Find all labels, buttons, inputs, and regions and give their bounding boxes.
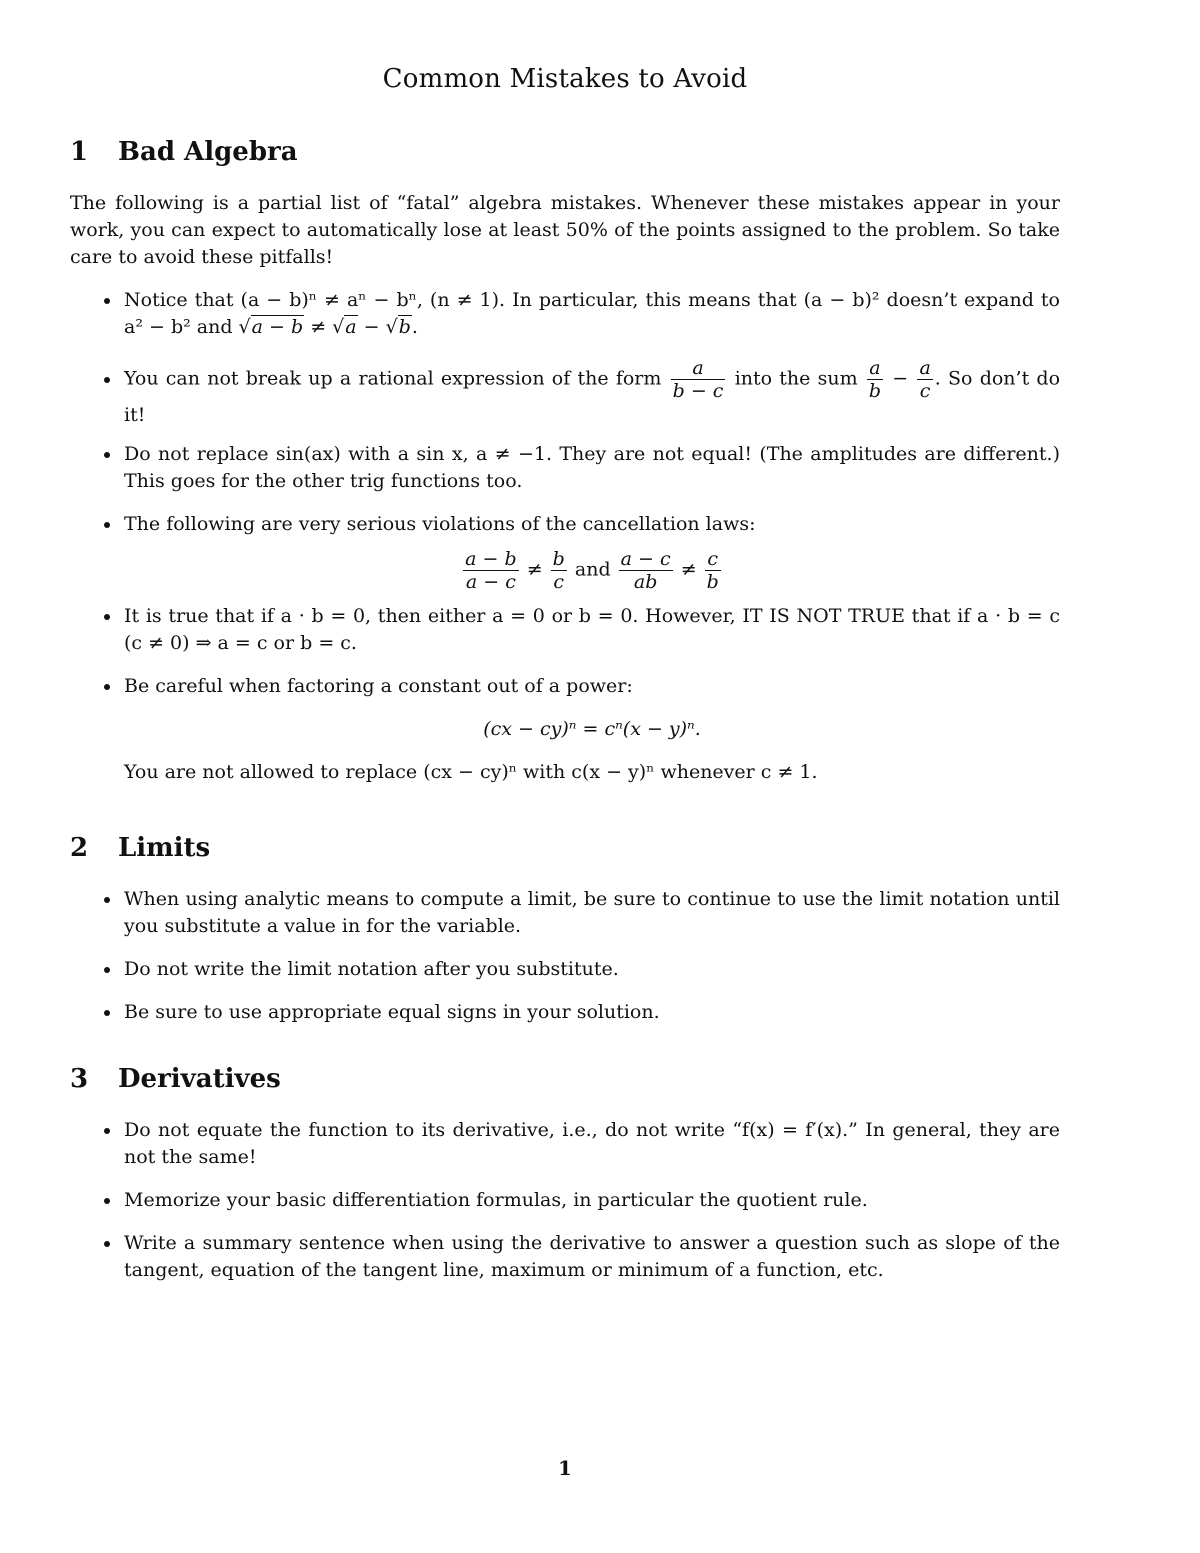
list-item: Do not write the limit notation after you substitute. [70,956,1060,983]
fraction: $\frac{a - b}{a - c}$ [465,548,517,593]
bullet-icon [104,377,110,383]
bullet-icon [104,522,110,528]
section-title: Derivatives [118,1064,281,1094]
list-item: Memorize your basic differentiation formulas, in particular the quotient rule. [70,1187,1060,1214]
section-intro: The following is a partial list of “fatal” algebra mistakes. Whenever these mistakes appear in your work, you can expect to automatically lose at least 50% of the points assigned to the problem. So take care to avoid these pitfalls! [70,192,1060,268]
section-title: Limits [118,833,211,863]
section-number: 2 [70,833,89,863]
section-bad-algebra [70,134,1060,786]
list-item: It is true that if a · b = 0, then either a = 0 or b = 0. However, IT IS NOT TRUE that if a · b = c (c ≠ 0) ⇒ a = c or b = c. [70,603,1060,657]
fraction: $\frac{a}{b - c}$ [672,357,724,402]
list-item: Do not replace sin(ax) with a sin x, a ≠ −1. They are not equal! (The amplitudes are different.) This goes for the other trig functions too. [70,441,1060,495]
page-number: 1 [558,1456,572,1480]
bullet-icon [104,897,110,903]
bullet-icon [104,1010,110,1016]
bullet-list [70,1117,1060,1284]
section-number: 3 [70,1064,89,1094]
section-limits [70,830,1060,1026]
section-title: Bad Algebra [118,137,298,167]
bullet-icon [104,1198,110,1204]
section-heading [70,134,1060,170]
list-item: Do not equate the function to its derivative, i.e., do not write “f(x) = f′(x).” In general, they are not the same! [70,1117,1060,1171]
list-item: You can not break up a rational expression of the form $\frac{a}{b - c}$ into the sum $\frac{a}{b}$ − $\frac{a}{c}$ . So don’t do it! [70,357,1060,429]
bullet-list [70,886,1060,1026]
fraction: $\frac{a - c}{ab}$ [620,548,671,593]
sqrt-expression: √a − b [238,316,304,338]
display-equation: (cx − cy)ⁿ = cⁿ(x − y)ⁿ. [483,718,701,740]
sqrt-expression: √b [385,316,411,338]
list-item: Write a summary sentence when using the derivative to answer a question such as slope of the tangent, equation of the tangent line, maximum or minimum of a function, etc. [70,1230,1060,1284]
section-number: 1 [70,137,89,167]
sqrt-expression: √a [332,316,357,338]
list-item: Be sure to use appropriate equal signs in your solution. [70,999,1060,1026]
bullet-icon [104,967,110,973]
section-heading [70,830,1060,866]
bullet-icon [104,452,110,458]
fraction: $\frac{c}{b}$ [706,548,719,593]
fraction: $\frac{a}{c}$ [919,357,931,402]
list-item: The following are very serious violations of the cancellation laws: $\frac{a - b}{a - c}$ ≠ $\frac{b}{c}$ and $\frac{a - c}{ab}$ ≠ $\frac{c}{b}$ [70,511,1060,593]
bullet-list [70,287,1060,786]
document-page [70,0,1060,1553]
bullet-icon [104,298,110,304]
list-item: Notice that (a − b)ⁿ ≠ aⁿ − bⁿ, (n ≠ 1). In particular, this means that (a − b)² doesn’t expand to a² − b² and √a − b ≠ √a − √b. [70,287,1060,341]
note-text: You are not allowed to replace (cx − cy)ⁿ with c(x − y)ⁿ whenever c ≠ 1. [124,761,818,783]
bullet-icon [104,1128,110,1134]
list-item: Be careful when factoring a constant out of a power: (cx − cy)ⁿ = cⁿ(x − y)ⁿ. You are not allowed to replace (cx − cy)ⁿ with c(x − y)ⁿ whenever c ≠ 1. [70,673,1060,786]
bullet-icon [104,684,110,690]
section-derivatives [70,1061,1060,1284]
bullet-icon [104,614,110,620]
fraction: $\frac{b}{c}$ [552,548,565,593]
document-title: Common Mistakes to Avoid [382,64,748,94]
fraction: $\frac{a}{b}$ [868,357,882,402]
bullet-icon [104,1241,110,1247]
list-item: When using analytic means to compute a limit, be sure to continue to use the limit notation until you substitute a value in for the variable. [70,886,1060,940]
section-heading [70,1061,1060,1097]
display-equation: $\frac{a - b}{a - c}$ ≠ $\frac{b}{c}$ and $\frac{a - c}{ab}$ ≠ $\frac{c}{b}$ [465,548,719,593]
